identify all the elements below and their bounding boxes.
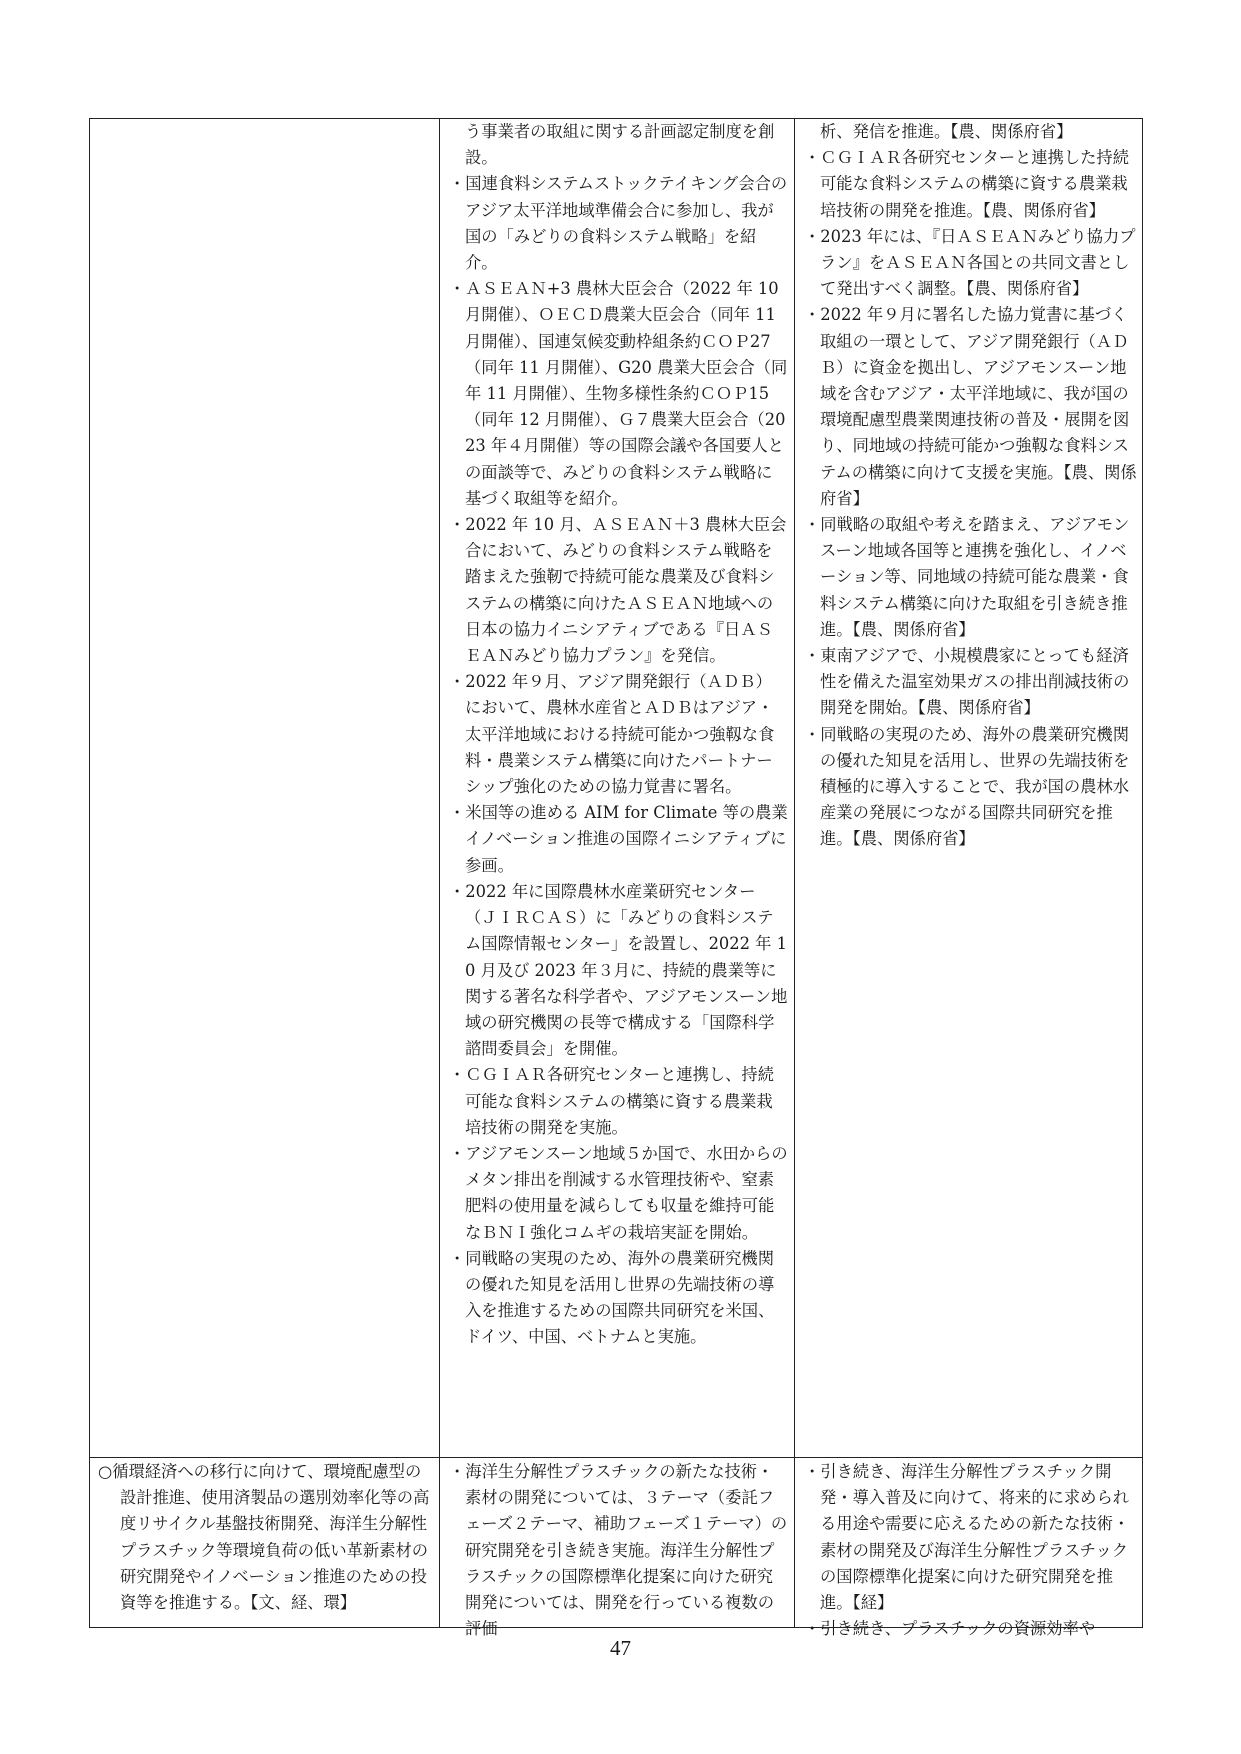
policy-goal-text: ○循環経済への移行に向けて、環境配慮型の設計推進、使用済製品の選別効率化等の高度リサイクル基盤技術開発、海洋生分解性プラスチック等環境負荷の低い革新素材の研究開発やイノベーション推進のための投資等を推進する。【文、経、環】 (98, 1462, 430, 1613)
list-item: 析、発信を推進。【農、関係府省】 (820, 122, 1073, 141)
policy-table (89, 118, 1143, 1639)
list-item: ・2023 年には、『日ＡＳＥＡＮみどり協力プラン』をＡＳＥＡＮ各国との共同文書として発出すべく調整。【農、関係府省】 (804, 226, 1136, 299)
list-item: ・海洋生分解性プラスチックの新たな技術・素材の開発については、３テーマ（委託フェーズ２テーマ、補助フェーズ１テーマ）の研究開発を引き続き実施。海洋生分解性プラスチックの国際標準化提案に向けた研究開発については、開発を行っている複数の評価 (449, 1462, 788, 1639)
row-divider (90, 1457, 1142, 1458)
list-item: ・ＡＳＥＡＮ+3 農林大臣会合（2022 年 10 月開催）、ＯＥＣＤ農業大臣会合（同年 11 月開催）、国連気候変動枠組条約ＣＯＰ27（同年 11 月開催）、G20 農業大臣会合（同年 11 月開催）、生物多様性条約ＣＯＰ15（同年 12 月開催）、Ｇ７農業大臣会合（2023 年４月開催）等の国際会議や各国要人との面談等で、みどりの食料システム戦略に基づく取組等を紹介。 (449, 279, 788, 508)
list-item: ・同戦略の実現のため、海外の農業研究機関の優れた知見を活用し、世界の先端技術を積極的に導入することで、我が国の農林水産業の発展につながる国際共同研究を推進。【農、関係府省】 (804, 724, 1130, 849)
list-item: ・2022 年に国際農林水産業研究センター（ＪＩＲＣＡＳ）に「みどりの食料システム国際情報センター」を設置し、2022 年 10 月及び 2023 年３月に、持続的農業等に関する著名な科学者や、アジアモンスーン地域の研究機関の長等で構成する「国際科学諮問委員会」を開催。 (449, 881, 788, 1059)
column-divider-2 (794, 119, 795, 1627)
list-item: ・引き続き、海洋生分解性プラスチック開発・導入普及に向けて、将来的に求められる用途や需要に応えるための新たな技術・素材の開発及び海洋生分解性プラスチックの国際標準化提案に向けた研究開発を推進。【経】 (804, 1462, 1130, 1613)
list-item: ・国連食料システムストックテイキング会合のアジア太平洋地域準備会合に参加し、我が国の「みどりの食料システム戦略」を紹介。 (449, 174, 788, 273)
row2-col2-cell (441, 1459, 794, 1639)
row1-col1-cell (90, 119, 439, 1457)
list-item: ・同戦略の取組や考えを踏まえ、アジアモンスーン地域各国等と連携を強化し、イノベーション等、同地域の持続可能な農業・食料システム構築に向けた取組を引き続き推進。【農、関係府省】 (804, 515, 1130, 639)
list-item: ・引き続き、プラスチックの資源効率や (804, 1619, 1096, 1639)
list-item: ・2022 年 10 月、ＡＳＥＡＮ＋3 農林大臣会合において、みどりの食料システム戦略を踏まえた強靭で持続可能な農業及び食料システムの構築に向けたＡＳＥＡＮ地域への日本の協力イニシアティブである『日ＡＳＥＡＮみどり協力プラン』を発信。 (449, 515, 787, 666)
list-item: ・ＣＧＩＡＲ各研究センターと連携した持続可能な食料システムの構築に資する農業栽培技術の開発を推進。【農、関係府省】 (804, 148, 1129, 220)
list-item: ・米国等の進める AIM for Climate 等の農業イノベーション推進の国際イニシアティブに参画。 (449, 803, 788, 875)
list-item: ・ＣＧＩＡＲ各研究センターと連携し、持続可能な食料システムの構築に資する農業栽培技術の開発を実施。 (449, 1065, 774, 1137)
column-divider-1 (439, 119, 440, 1627)
row2-col3-cell (796, 1459, 1144, 1639)
row2-col1-cell (90, 1459, 439, 1627)
list-item: う事業者の取組に関する計画認定制度を創設。 (465, 122, 775, 168)
list-item: ・東南アジアで、小規模農家にとっても経済性を備えた温室効果ガスの排出削減技術の開発を開始。【農、関係府省】 (804, 646, 1130, 718)
list-item: ・アジアモンスーン地域５か国で、水田からのメタン排出を削減する水管理技術や、窒素肥料の使用量を減らしても収量を維持可能なＢＮＩ強化コムギの栽培実証を開始。 (449, 1143, 788, 1242)
row1-col3-cell (796, 119, 1144, 1457)
list-item: ・同戦略の実現のため、海外の農業研究機関の優れた知見を活用し世界の先端技術の導入を推進するための国際共同研究を米国、ドイツ、中国、ベトナムと実施。 (449, 1248, 775, 1347)
list-item: ・2022 年９月に署名した協力覚書に基づく取組の一環として、アジア開発銀行（ＡＤＢ）に資金を拠出し、アジアモンスーン地域を含むアジア・太平洋地域に、我が国の環境配慮型農業関連技術の普及・展開を図り、同地域の持続可能かつ強靱な食料システムの構築に向けて支援を実施。【農、関係府省】 (804, 305, 1137, 508)
list-item: ・2022 年９月、アジア開発銀行（ＡＤＢ）において、農林水産省とＡＤＢはアジア・太平洋地域における持続可能かつ強靱な食料・農業システム構築に向けたパートナーシップ強化のための協力覚書に署名。 (449, 672, 775, 797)
row1-col2-cell (441, 119, 794, 1457)
page-number: 47 (610, 1636, 631, 1660)
